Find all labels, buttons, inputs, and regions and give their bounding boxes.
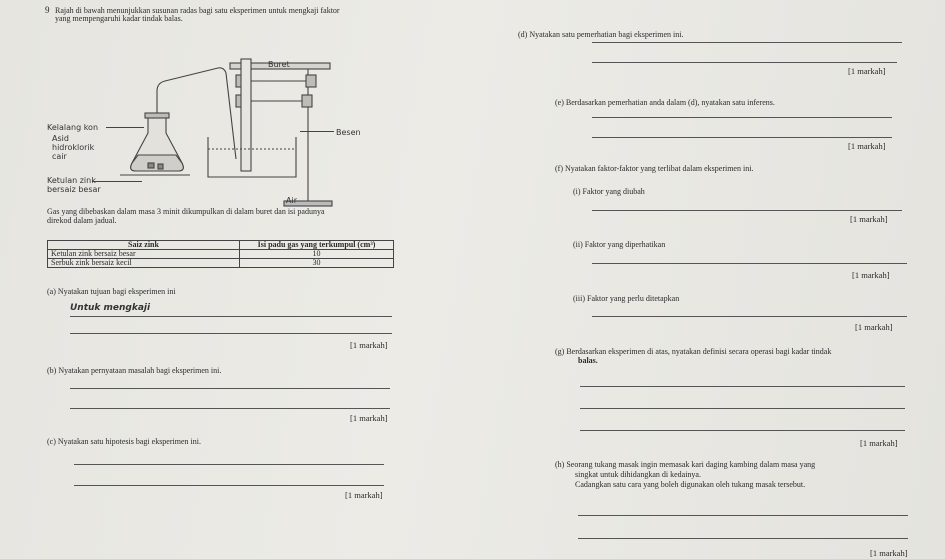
label-bersaiz-besar: bersaiz besar [47,185,101,194]
answer-line[interactable] [592,117,892,118]
part-b-mark: [1 markah] [350,413,388,423]
part-b-question: (b) Nyatakan pernyataan masalah bagi eksperimen ini. [47,366,222,375]
part-f-question: (f) Nyatakan faktor-faktor yang terlibat dalam eksperimen ini. [555,164,754,173]
leader-line [300,131,334,132]
answer-line[interactable] [592,263,907,264]
part-c-mark: [1 markah] [345,490,383,500]
part-d-question: (d) Nyatakan satu pemerhatian bagi eksperimen ini. [518,30,684,39]
answer-line[interactable] [592,210,902,211]
part-g-question-line1: (g) Berdasarkan eksperimen di atas, nyatakan definisi secara operasi bagi kadar tindak [555,347,832,356]
table-cell: 30 [240,259,394,268]
results-table [47,240,394,268]
part-e-mark: [1 markah] [848,141,886,151]
part-a-mark: [1 markah] [350,340,388,350]
part-g-mark: [1 markah] [860,438,898,448]
part-h-question-line1: (h) Seorang tukang masak ingin memasak kari daging kambing dalam masa yang [555,460,816,469]
label-hidroklorik: hidroklorik [52,143,95,152]
table-cell: Ketulan zink bersaiz besar [48,250,240,259]
part-f-i-mark: [1 markah] [850,214,888,224]
label-air: Air [286,196,297,205]
answer-line[interactable] [580,408,905,409]
leader-line [106,127,144,128]
answer-line[interactable] [580,386,905,387]
answer-line[interactable] [578,515,908,516]
part-f-ii-label: (ii) Faktor yang diperhatikan [573,240,666,249]
answer-line[interactable] [592,137,892,138]
part-f-iii-label: (iii) Faktor yang perlu ditetapkan [573,294,680,303]
caption-line2: direkod dalam jadual. [47,216,117,225]
table-row [48,259,394,268]
answer-line[interactable] [592,316,907,317]
part-a-question: (a) Nyatakan tujuan bagi eksperimen ini [47,287,176,296]
part-h-question-line3: Cadangkan satu cara yang boleh digunakan oleh tukang masak tersebut. [575,480,806,489]
question-intro-line2: yang mempengaruhi kadar tindak balas. [55,14,183,23]
answer-line[interactable] [578,538,908,539]
label-besen: Besen [336,128,361,137]
answer-line[interactable] [592,42,902,43]
answer-line[interactable] [70,388,390,389]
answer-line[interactable] [580,430,905,431]
label-buret: Buret [268,60,290,69]
part-f-iii-mark: [1 markah] [855,322,893,332]
answer-line[interactable] [74,485,384,486]
part-g-question-line2: balas. [578,356,598,365]
part-a-handwritten-answer: Untuk mengkaji [70,303,151,313]
caption-line1: Gas yang dibebaskan dalam masa 3 minit dikumpulkan di dalam buret dan isi padunya [47,207,325,216]
answer-line[interactable] [70,316,392,317]
table-header: Isi padu gas yang terkumpul (cm³) [240,241,394,250]
label-asid: Asid [52,134,69,143]
part-h-mark: [1 markah] [870,548,908,558]
part-d-mark: [1 markah] [848,66,886,76]
question-intro-line1: Rajah di bawah menunjukkan susunan radas bagi satu eksperimen untuk mengkaji faktor [55,6,340,15]
part-e-question: (e) Berdasarkan pemerhatian anda dalam (d), nyatakan satu inferens. [555,98,775,107]
answer-line[interactable] [74,464,384,465]
part-c-question: (c) Nyatakan satu hipotesis bagi eksperimen ini. [47,437,201,446]
label-kelalang-kon: Kelalang kon [47,123,99,132]
table-cell: Serbuk zink bersaiz kecil [48,259,240,268]
part-h-question-line2: singkat untuk dihidangkan di kedainya. [575,470,701,479]
answer-line[interactable] [70,408,390,409]
answer-line[interactable] [70,333,392,334]
label-ketulan-zink: Ketulan zink [47,176,96,185]
label-cair: cair [52,152,67,161]
leader-line [92,181,142,182]
answer-line[interactable] [592,62,897,63]
question-number: 9 [45,5,50,15]
part-f-i-label: (i) Faktor yang diubah [573,187,645,196]
table-header: Saiz zink [48,241,240,250]
table-cell: 10 [240,250,394,259]
part-f-ii-mark: [1 markah] [852,270,890,280]
